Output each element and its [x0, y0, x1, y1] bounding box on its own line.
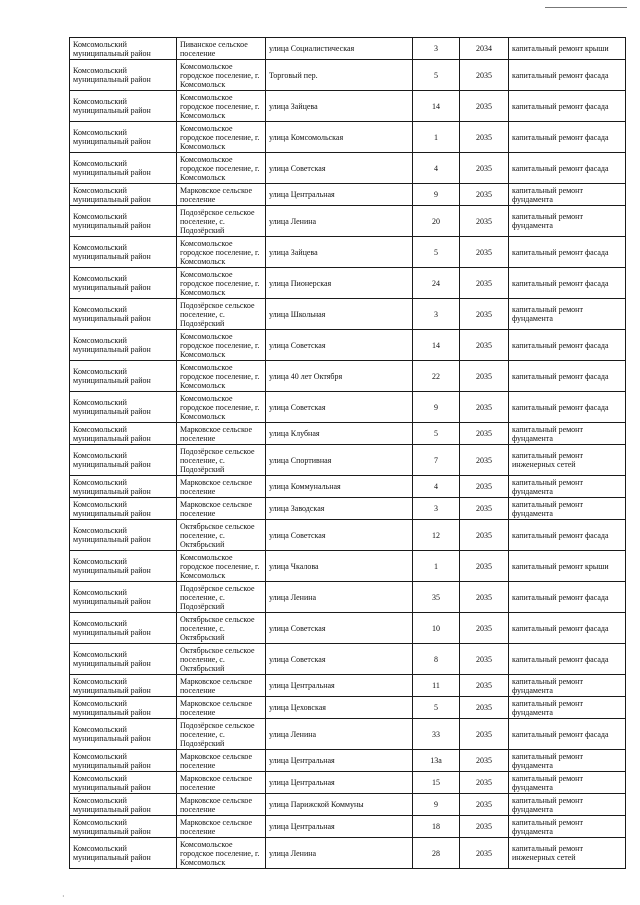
table-row — [70, 697, 626, 719]
house-number-cell: 18 — [413, 816, 460, 838]
work-type-cell: капитальный ремонт фасада — [509, 520, 626, 551]
work-type-cell: капитальный ремонт крыши — [509, 38, 626, 60]
year-cell: 2035 — [460, 772, 509, 794]
work-type-cell: капитальный ремонт фасада — [509, 153, 626, 184]
house-number-cell: 3 — [413, 299, 460, 330]
year-cell: 2035 — [460, 268, 509, 299]
year-cell: 2035 — [460, 697, 509, 719]
district-cell: Комсомольский муниципальный район — [70, 38, 177, 60]
district-cell: Комсомольский муниципальный район — [70, 91, 177, 122]
table-row — [70, 750, 626, 772]
year-cell: 2035 — [460, 153, 509, 184]
district-cell: Комсомольский муниципальный район — [70, 206, 177, 237]
year-cell: 2035 — [460, 498, 509, 520]
work-type-cell: капитальный ремонт фундамента — [509, 816, 626, 838]
house-number-cell: 4 — [413, 476, 460, 498]
table-row — [70, 613, 626, 644]
district-cell: Комсомольский муниципальный район — [70, 719, 177, 750]
year-cell: 2035 — [460, 60, 509, 91]
settlement-cell: Подозёрское сельское поселение, с. Подозёрский — [177, 582, 266, 613]
street-cell: улица Спортивная — [266, 445, 413, 476]
district-cell: Комсомольский муниципальный район — [70, 644, 177, 675]
district-cell: Комсомольский муниципальный район — [70, 520, 177, 551]
table-body — [70, 38, 626, 869]
work-type-cell: капитальный ремонт фундамента — [509, 206, 626, 237]
table-row — [70, 498, 626, 520]
street-cell: улица Центральная — [266, 772, 413, 794]
district-cell: Комсомольский муниципальный район — [70, 330, 177, 361]
table-row — [70, 719, 626, 750]
house-number-cell: 10 — [413, 613, 460, 644]
district-cell: Комсомольский муниципальный район — [70, 551, 177, 582]
table-row — [70, 268, 626, 299]
settlement-cell: Комсомольское городское поселение, г. Комсомольск — [177, 268, 266, 299]
settlement-cell: Марковское сельское поселение — [177, 697, 266, 719]
table-row — [70, 60, 626, 91]
year-cell: 2035 — [460, 794, 509, 816]
district-cell: Комсомольский муниципальный район — [70, 392, 177, 423]
district-cell: Комсомольский муниципальный район — [70, 153, 177, 184]
work-type-cell: капитальный ремонт фундамента — [509, 476, 626, 498]
settlement-cell: Марковское сельское поселение — [177, 675, 266, 697]
table-row — [70, 772, 626, 794]
settlement-cell: Подозёрское сельское поселение, с. Подозёрский — [177, 299, 266, 330]
work-type-cell: капитальный ремонт фундамента — [509, 750, 626, 772]
district-cell: Комсомольский муниципальный район — [70, 122, 177, 153]
district-cell: Комсомольский муниципальный район — [70, 423, 177, 445]
table-row — [70, 38, 626, 60]
year-cell: 2035 — [460, 520, 509, 551]
table-row — [70, 392, 626, 423]
work-type-cell: капитальный ремонт фасада — [509, 122, 626, 153]
street-cell: улица Заводская — [266, 498, 413, 520]
street-cell: улица Парижской Коммуны — [266, 794, 413, 816]
house-number-cell: 28 — [413, 838, 460, 869]
settlement-cell: Марковское сельское поселение — [177, 794, 266, 816]
house-number-cell: 12 — [413, 520, 460, 551]
house-number-cell: 20 — [413, 206, 460, 237]
table-row — [70, 816, 626, 838]
work-type-cell: капитальный ремонт фасада — [509, 91, 626, 122]
house-number-cell: 5 — [413, 697, 460, 719]
house-number-cell: 9 — [413, 794, 460, 816]
table-row — [70, 184, 626, 206]
street-cell: улица Ленина — [266, 838, 413, 869]
district-cell: Комсомольский муниципальный район — [70, 445, 177, 476]
street-cell: Торговый пер. — [266, 60, 413, 91]
repair-schedule-table — [69, 37, 626, 869]
work-type-cell: капитальный ремонт фасада — [509, 361, 626, 392]
settlement-cell: Марковское сельское поселение — [177, 476, 266, 498]
street-cell: улица Цеховская — [266, 697, 413, 719]
settlement-cell: Комсомольское городское поселение, г. Комсомольск — [177, 551, 266, 582]
district-cell: Комсомольский муниципальный район — [70, 613, 177, 644]
work-type-cell: капитальный ремонт фундамента — [509, 184, 626, 206]
street-cell: улица Комсомольская — [266, 122, 413, 153]
table-row — [70, 838, 626, 869]
work-type-cell: капитальный ремонт инженерных сетей — [509, 445, 626, 476]
settlement-cell: Комсомольское городское поселение, г. Комсомольск — [177, 838, 266, 869]
district-cell: Комсомольский муниципальный район — [70, 361, 177, 392]
year-cell: 2035 — [460, 184, 509, 206]
settlement-cell: Марковское сельское поселение — [177, 750, 266, 772]
settlement-cell: Комсомольское городское поселение, г. Комсомольск — [177, 60, 266, 91]
settlement-cell: Подозёрское сельское поселение, с. Подозёрский — [177, 445, 266, 476]
house-number-cell: 5 — [413, 60, 460, 91]
settlement-cell: Комсомольское городское поселение, г. Комсомольск — [177, 392, 266, 423]
year-cell: 2035 — [460, 719, 509, 750]
settlement-cell: Марковское сельское поселение — [177, 816, 266, 838]
district-cell: Комсомольский муниципальный район — [70, 697, 177, 719]
table-row — [70, 299, 626, 330]
district-cell: Комсомольский муниципальный район — [70, 750, 177, 772]
house-number-cell: 4 — [413, 153, 460, 184]
year-cell: 2035 — [460, 750, 509, 772]
district-cell: Комсомольский муниципальный район — [70, 60, 177, 91]
year-cell: 2035 — [460, 582, 509, 613]
district-cell: Комсомольский муниципальный район — [70, 838, 177, 869]
settlement-cell: Октябрьское сельское поселение, с. Октябрьский — [177, 613, 266, 644]
work-type-cell: капитальный ремонт фасада — [509, 60, 626, 91]
settlement-cell: Марковское сельское поселение — [177, 184, 266, 206]
work-type-cell: капитальный ремонт фасада — [509, 582, 626, 613]
work-type-cell: капитальный ремонт фундамента — [509, 794, 626, 816]
work-type-cell: капитальный ремонт фасада — [509, 237, 626, 268]
street-cell: улица Социалистическая — [266, 38, 413, 60]
year-cell: 2035 — [460, 122, 509, 153]
work-type-cell: капитальный ремонт фасада — [509, 719, 626, 750]
street-cell: улица Пионерская — [266, 268, 413, 299]
house-number-cell: 1 — [413, 551, 460, 582]
street-cell: улица Зайцева — [266, 237, 413, 268]
district-cell: Комсомольский муниципальный район — [70, 794, 177, 816]
year-cell: 2035 — [460, 423, 509, 445]
street-cell: улица Советская — [266, 644, 413, 675]
work-type-cell: капитальный ремонт фасада — [509, 392, 626, 423]
district-cell: Комсомольский муниципальный район — [70, 816, 177, 838]
table-row — [70, 153, 626, 184]
street-cell: улица Чкалова — [266, 551, 413, 582]
house-number-cell: 8 — [413, 644, 460, 675]
street-cell: улица Советская — [266, 520, 413, 551]
year-cell: 2035 — [460, 237, 509, 268]
year-cell: 2035 — [460, 445, 509, 476]
district-cell: Комсомольский муниципальный район — [70, 772, 177, 794]
house-number-cell: 22 — [413, 361, 460, 392]
settlement-cell: Комсомольское городское поселение, г. Комсомольск — [177, 237, 266, 268]
street-cell: улица Клубная — [266, 423, 413, 445]
year-cell: 2034 — [460, 38, 509, 60]
work-type-cell: капитальный ремонт фундамента — [509, 299, 626, 330]
street-cell: улица Ленина — [266, 206, 413, 237]
work-type-cell: капитальный ремонт фундамента — [509, 498, 626, 520]
table-row — [70, 361, 626, 392]
street-cell: улица Советская — [266, 330, 413, 361]
district-cell: Комсомольский муниципальный район — [70, 582, 177, 613]
street-cell: улица Советская — [266, 613, 413, 644]
year-cell: 2035 — [460, 613, 509, 644]
year-cell: 2035 — [460, 476, 509, 498]
street-cell: улица Центральная — [266, 184, 413, 206]
house-number-cell: 33 — [413, 719, 460, 750]
year-cell: 2035 — [460, 299, 509, 330]
year-cell: 2035 — [460, 675, 509, 697]
settlement-cell: Марковское сельское поселение — [177, 498, 266, 520]
page-edge-line — [545, 7, 627, 8]
house-number-cell: 14 — [413, 91, 460, 122]
work-type-cell: капитальный ремонт фасада — [509, 330, 626, 361]
house-number-cell: 9 — [413, 184, 460, 206]
district-cell: Комсомольский муниципальный район — [70, 184, 177, 206]
house-number-cell: 35 — [413, 582, 460, 613]
table-row — [70, 794, 626, 816]
settlement-cell: Октябрьское сельское поселение, с. Октябрьский — [177, 520, 266, 551]
year-cell: 2035 — [460, 392, 509, 423]
settlement-cell: Пиванское сельское поселение — [177, 38, 266, 60]
settlement-cell: Комсомольское городское поселение, г. Комсомольск — [177, 91, 266, 122]
work-type-cell: капитальный ремонт крыши — [509, 551, 626, 582]
house-number-cell: 5 — [413, 237, 460, 268]
house-number-cell: 13а — [413, 750, 460, 772]
table-row — [70, 237, 626, 268]
settlement-cell: Марковское сельское поселение — [177, 772, 266, 794]
street-cell: улица 40 лет Октября — [266, 361, 413, 392]
house-number-cell: 1 — [413, 122, 460, 153]
settlement-cell: Подозёрское сельское поселение, с. Подозёрский — [177, 719, 266, 750]
district-cell: Комсомольский муниципальный район — [70, 299, 177, 330]
table-row — [70, 445, 626, 476]
work-type-cell: капитальный ремонт фасада — [509, 613, 626, 644]
settlement-cell: Комсомольское городское поселение, г. Комсомольск — [177, 361, 266, 392]
house-number-cell: 15 — [413, 772, 460, 794]
street-cell: улица Центральная — [266, 750, 413, 772]
district-cell: Комсомольский муниципальный район — [70, 476, 177, 498]
table-row — [70, 91, 626, 122]
street-cell: улица Ленина — [266, 719, 413, 750]
year-cell: 2035 — [460, 206, 509, 237]
district-cell: Комсомольский муниципальный район — [70, 498, 177, 520]
house-number-cell: 5 — [413, 423, 460, 445]
street-cell: улица Центральная — [266, 675, 413, 697]
scan-mark: · — [62, 892, 65, 901]
year-cell: 2035 — [460, 644, 509, 675]
street-cell: улица Центральная — [266, 816, 413, 838]
settlement-cell: Марковское сельское поселение — [177, 423, 266, 445]
table-row — [70, 675, 626, 697]
work-type-cell: капитальный ремонт фундамента — [509, 675, 626, 697]
table-row — [70, 476, 626, 498]
work-type-cell: капитальный ремонт фасада — [509, 644, 626, 675]
work-type-cell: капитальный ремонт фундамента — [509, 697, 626, 719]
work-type-cell: капитальный ремонт фундамента — [509, 423, 626, 445]
year-cell: 2035 — [460, 361, 509, 392]
year-cell: 2035 — [460, 551, 509, 582]
table-row — [70, 520, 626, 551]
street-cell: улица Советская — [266, 153, 413, 184]
house-number-cell: 7 — [413, 445, 460, 476]
house-number-cell: 14 — [413, 330, 460, 361]
table-row — [70, 644, 626, 675]
house-number-cell: 9 — [413, 392, 460, 423]
table-row — [70, 206, 626, 237]
house-number-cell: 3 — [413, 38, 460, 60]
house-number-cell: 3 — [413, 498, 460, 520]
settlement-cell: Комсомольское городское поселение, г. Комсомольск — [177, 122, 266, 153]
year-cell: 2035 — [460, 838, 509, 869]
table-row — [70, 122, 626, 153]
settlement-cell: Октябрьское сельское поселение, с. Октябрьский — [177, 644, 266, 675]
street-cell: улица Коммунальная — [266, 476, 413, 498]
table-row — [70, 330, 626, 361]
house-number-cell: 11 — [413, 675, 460, 697]
work-type-cell: капитальный ремонт фундамента — [509, 772, 626, 794]
year-cell: 2035 — [460, 330, 509, 361]
year-cell: 2035 — [460, 91, 509, 122]
settlement-cell: Подозёрское сельское поселение, с. Подозёрский — [177, 206, 266, 237]
table-row — [70, 423, 626, 445]
street-cell: улица Ленина — [266, 582, 413, 613]
settlement-cell: Комсомольское городское поселение, г. Комсомольск — [177, 153, 266, 184]
settlement-cell: Комсомольское городское поселение, г. Комсомольск — [177, 330, 266, 361]
street-cell: улица Школьная — [266, 299, 413, 330]
district-cell: Комсомольский муниципальный район — [70, 237, 177, 268]
house-number-cell: 24 — [413, 268, 460, 299]
table-row — [70, 582, 626, 613]
work-type-cell: капитальный ремонт фасада — [509, 268, 626, 299]
work-type-cell: капитальный ремонт инженерных сетей — [509, 838, 626, 869]
district-cell: Комсомольский муниципальный район — [70, 268, 177, 299]
street-cell: улица Зайцева — [266, 91, 413, 122]
street-cell: улица Советская — [266, 392, 413, 423]
district-cell: Комсомольский муниципальный район — [70, 675, 177, 697]
table-row — [70, 551, 626, 582]
year-cell: 2035 — [460, 816, 509, 838]
